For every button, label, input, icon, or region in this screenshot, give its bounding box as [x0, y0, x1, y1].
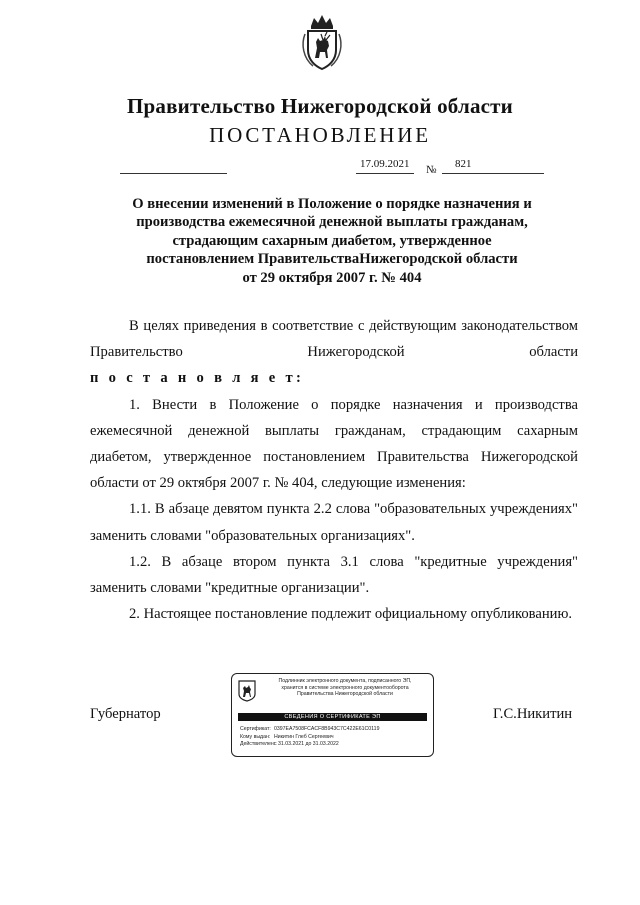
date-underline [356, 173, 414, 174]
signer-position: Губернатор [90, 706, 161, 722]
subject-line: постановлением ПравительстваНижегородской области [146, 251, 518, 268]
stamp-header-line: Подлинник электронного документа, подписанного ЭП, [278, 678, 412, 684]
subject-line: производства ежемесячной денежной выплаты гражданам, [136, 214, 528, 231]
electronic-signature-stamp [231, 673, 434, 757]
government-name: Правительство Нижегородской области [127, 94, 513, 118]
stamp-title-bar: СВЕДЕНИЯ О СЕРТИФИКАТЕ ЭП [238, 713, 427, 721]
subject-line: О внесении изменений в Положение о порядке назначения и [132, 196, 532, 212]
stamp-details [240, 726, 430, 749]
validity-value: с 31.03.2021 до 31.03.2022 [274, 741, 339, 748]
intro-paragraph: В целях приведения в соответствие с действующим законодательством Правительство Нижегородской области [90, 318, 578, 361]
certificate-row [240, 726, 430, 734]
issued-to-label: Кому выдан: [240, 733, 271, 740]
subject-line: от 29 октября 2007 г. № 404 [242, 269, 422, 286]
decree-word: п о с т а н о в л я е т: [90, 370, 305, 387]
issued-to-value: Никитин Глеб Сергеевич [274, 733, 334, 740]
stamp-header [260, 678, 430, 698]
number-underline [442, 173, 544, 174]
blank-line [120, 173, 227, 174]
validity-label: Действителен: [240, 741, 276, 748]
coat-of-arms-icon [299, 12, 345, 72]
validity-row [240, 741, 430, 749]
signer-name: Г.С.Никитин [493, 706, 573, 722]
item-1-2: 1.2. В абзаце втором пункта 3.1 слова "кредитные учреждения" заменить словами "кредитные организации". [90, 553, 578, 597]
document-subject [120, 195, 544, 287]
subject-line: страдающим сахарным диабетом, утвержденное [172, 232, 492, 249]
deer-emblem-icon [238, 680, 256, 702]
item-2: 2. Настоящее постановление подлежит официальному опубликованию. [129, 606, 573, 623]
document-date: 17.09.2021 [360, 158, 410, 170]
stamp-header-line: хранится в системе электронного документооборота [281, 684, 409, 691]
item-1-1: 1.1. В абзаце девятом пункта 2.2 слова "образовательных учреждениях" заменить словами "образовательных организациях". [90, 501, 578, 544]
document-body [90, 313, 578, 627]
item-1: 1. Внести в Положение о порядке назначения и производства ежемесячной денежной выплаты гражданам, страдающим сахарным диабетом, утвержденное постановлением Правительства Нижегородской области от 29 октября 2007 г. № 404, следующие изменения: [90, 396, 578, 492]
document-number: 821 [455, 158, 472, 170]
number-label: № [426, 164, 437, 176]
certificate-value: 0397EA7508FCACF8B943C7C422E61C0119 [274, 726, 380, 732]
stamp-header-line: Правительства Нижегородской области [297, 691, 393, 698]
certificate-label: Сертификат: [240, 726, 271, 732]
document-type: ПОСТАНОВЛЕНИЕ [209, 123, 431, 147]
